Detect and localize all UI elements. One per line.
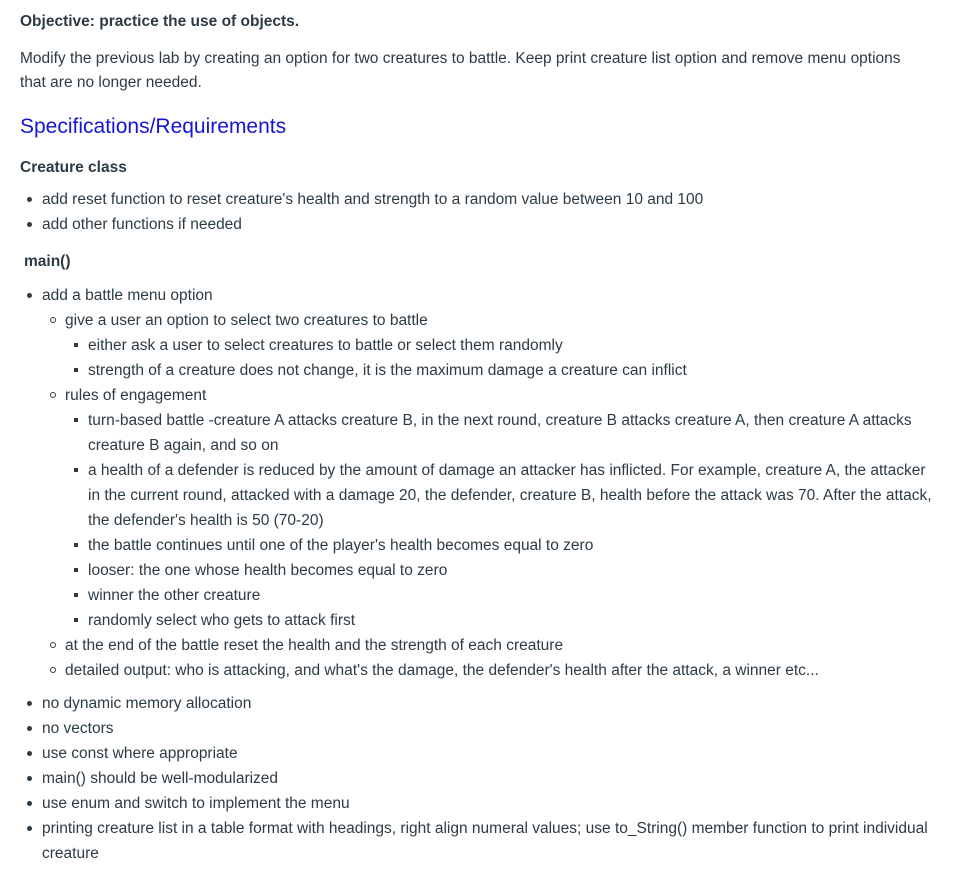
list-item: add reset function to reset creature's health and strength to a random value between 10 and 100 (20, 187, 937, 212)
list-item: use const where appropriate (20, 741, 937, 766)
list-item: printing creature list in a table format with headings, right align numeral values; use to_String() member function to print individual creature (20, 816, 937, 866)
main-heading: main() (24, 253, 71, 270)
list-item: main() should be well-modularized (20, 766, 937, 791)
list-item-battle (20, 283, 937, 683)
select-sublist (65, 333, 937, 383)
battle-sublist (42, 308, 937, 683)
rules-sublist (65, 408, 937, 633)
list-item: add other functions if needed (20, 212, 937, 237)
list-item-select (42, 308, 937, 383)
rules-label: rules of engagement (65, 387, 207, 404)
main-list (20, 283, 937, 866)
list-item: use enum and switch to implement the menu (20, 791, 937, 816)
list-item: looser: the one whose health becomes equal to zero (65, 558, 937, 583)
spec-heading: Specifications/Requirements (20, 115, 287, 138)
list-item: turn-based battle -creature A attacks creature B, in the next round, creature B attacks creature A, then creature A attacks creature B again, and so on (65, 408, 937, 458)
list-item: randomly select who gets to attack first (65, 608, 937, 633)
list-item: a health of a defender is reduced by the amount of damage an attacker has inflicted. For example, creature A, the attacker in the current round, attacked with a damage 20, the defender, creature B, health before the attack was 70. After the attack, the defender's health is 50 (70-20) (65, 458, 937, 533)
battle-label: add a battle menu option (42, 287, 213, 304)
select-label: give a user an option to select two creatures to battle (65, 312, 428, 329)
list-item-output: detailed output: who is attacking, and what's the damage, the defender's health after the attack, a winner etc... (42, 658, 937, 683)
list-item: the battle continues until one of the player's health becomes equal to zero (65, 533, 937, 558)
creature-class-heading: Creature class (20, 159, 127, 176)
list-item: no dynamic memory allocation (20, 691, 937, 716)
list-item-rules (42, 383, 937, 633)
list-item: no vectors (20, 716, 937, 741)
list-item: either ask a user to select creatures to battle or select them randomly (65, 333, 937, 358)
list-item: winner the other creature (65, 583, 937, 608)
list-item-reset: at the end of the battle reset the health and the strength of each creature (42, 633, 937, 658)
intro-paragraph: Modify the previous lab by creating an option for two creatures to battle. Keep print creature list option and remove menu options that are no longer needed. (20, 50, 901, 91)
list-item: strength of a creature does not change, it is the maximum damage a creature can inflict (65, 358, 937, 383)
objective-text: Objective: practice the use of objects. (20, 13, 300, 30)
creature-class-list (20, 187, 937, 237)
